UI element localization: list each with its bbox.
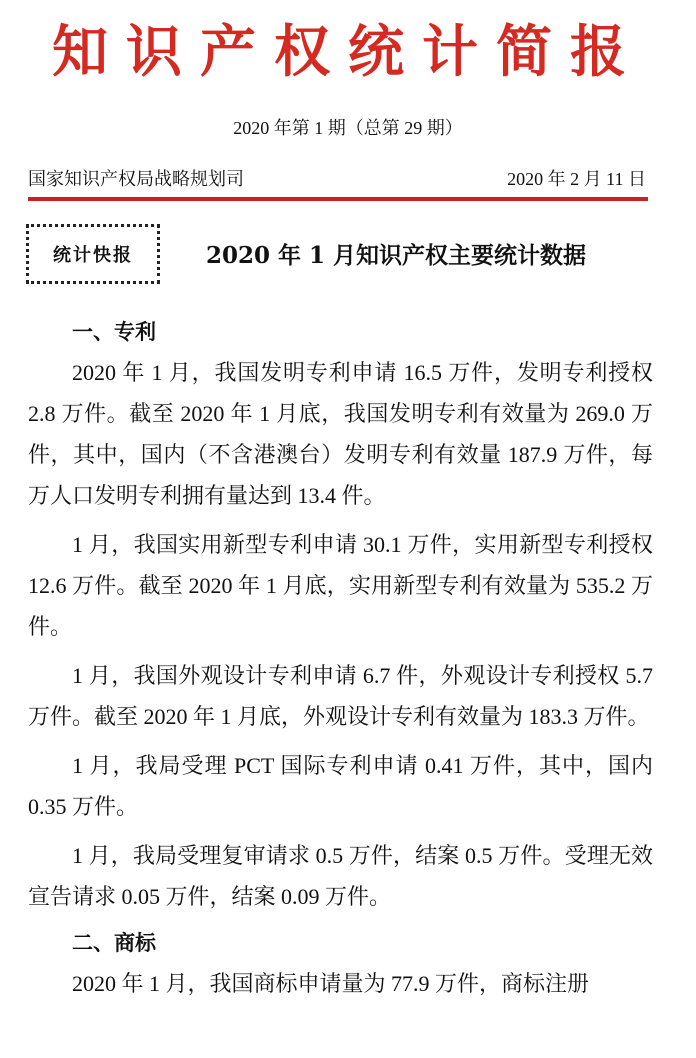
section-heading: 一、专利	[72, 320, 156, 344]
section-patents	[28, 314, 653, 917]
headline: 2020 年 1 月知识产权主要统计数据	[206, 242, 587, 269]
publisher: 国家知识产权局战略规划司	[28, 169, 244, 189]
paragraph: 2020 年 1 月，我国商标申请量为 77.9 万件，商标注册	[72, 971, 590, 996]
paragraph: 1 月，我国外观设计专利申请 6.7 件，外观设计专利授权 5.7 万件。截至 2020 年 1 月底，外观设计专利有效量为 183.3 万件。	[28, 663, 653, 729]
header-rule	[28, 197, 648, 201]
masthead-title: 知识产权统计简报	[52, 19, 644, 85]
paragraph: 2020 年 1 月，我国发明专利申请 16.5 万件，发明专利授权 2.8 万件。截至 2020 年 1 月底，我国发明专利有效量为 269.0 万件，其中，国内（不含港澳台）发明专利有效量 187.9 万件，每万人口发明专利拥有量达到 13.4 件。	[28, 360, 653, 508]
paragraph: 1 月，我局受理 PCT 国际专利申请 0.41 万件，其中，国内 0.35 万件。	[28, 753, 653, 819]
paragraph: 1 月，我局受理复审请求 0.5 万件，结案 0.5 万件。受理无效宣告请求 0.05 万件，结案 0.09 万件。	[28, 843, 653, 909]
issue-number: 2020 年第 1 期（总第 29 期）	[233, 118, 463, 138]
article-body	[28, 314, 653, 1012]
publication-date: 2020 年 2 月 11 日	[507, 169, 646, 189]
section-trademarks	[28, 925, 653, 1004]
paragraph: 1 月，我国实用新型专利申请 30.1 万件，实用新型专利授权 12.6 万件。截至 2020 年 1 月底，实用新型专利有效量为 535.2 万件。	[28, 532, 653, 639]
flash-report-box: 统计快报	[26, 224, 160, 284]
section-heading: 二、商标	[72, 931, 156, 955]
